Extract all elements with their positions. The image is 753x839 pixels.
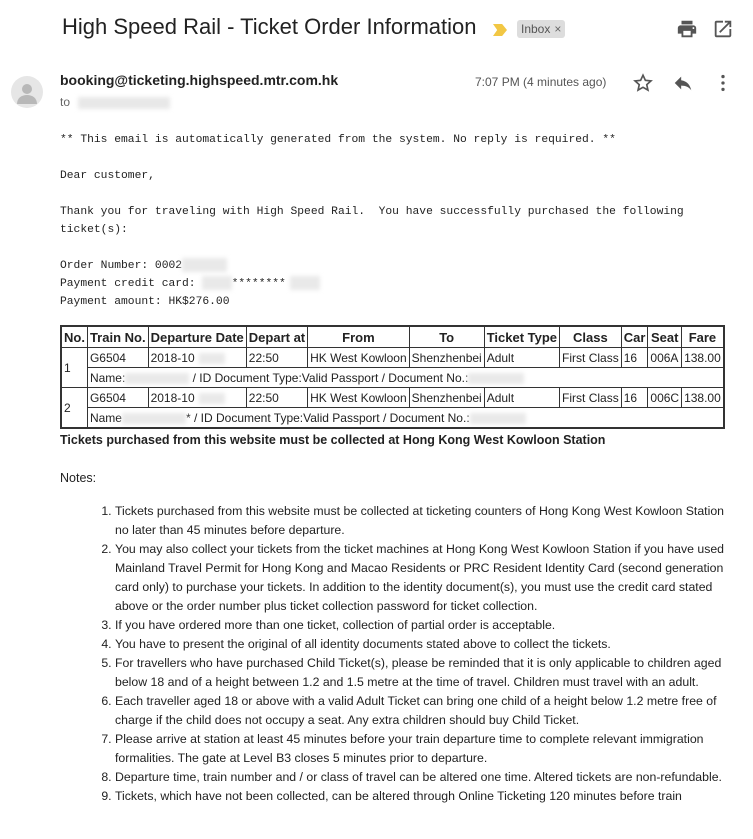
name-redacted (122, 413, 186, 424)
ticket-table-header (61, 326, 724, 348)
payment-card-label: Payment credit card: (60, 278, 196, 290)
recipient-line (60, 95, 170, 109)
row-number: 2 (61, 388, 87, 429)
document-redacted (468, 373, 524, 384)
depart-time: 22:50 (246, 388, 307, 408)
label-chip-text: Inbox (521, 22, 551, 36)
col-header: To (409, 326, 484, 348)
table-row-detail (61, 368, 724, 388)
col-header: Seat (648, 326, 682, 348)
payment-amount: Payment amount: HK$276.00 (60, 296, 230, 308)
print-icon[interactable] (676, 18, 698, 40)
col-header: From (308, 326, 410, 348)
document-text: * / ID Document Type:Valid Passport / Document No.: (185, 410, 470, 425)
train-number: G6504 (87, 388, 148, 408)
notes-heading: Notes: (60, 471, 97, 485)
star-icon[interactable] (632, 72, 654, 94)
reply-icon[interactable] (672, 72, 694, 94)
notes-list (60, 502, 735, 806)
from-station: HK West Kowloon (308, 388, 410, 408)
to-station: Shenzhenbei (409, 348, 484, 368)
important-marker-icon[interactable] (493, 24, 507, 36)
payment-card-mask: ******** (231, 278, 286, 290)
ticket-type: Adult (484, 388, 559, 408)
list-item: 9. Tickets, which have not been collected, can be altered through Online Ticketing 120 minutes before train (115, 787, 735, 806)
list-item: 1. Tickets purchased from this website must be collected at ticketing counters of Hong Kong West Kowloon Station no later than 45 minutes before departure. (115, 502, 735, 540)
ticket-class: First Class (560, 348, 622, 368)
list-item: 8. Departure time, train number and / or class of travel can be altered one time. Altered tickets are non-refundable. (115, 768, 735, 787)
collection-notice: Tickets purchased from this website must be collected at Hong Kong West Kowloon Station (60, 433, 606, 447)
from-station: HK West Kowloon (308, 348, 410, 368)
sender-address[interactable]: booking@ticketing.highspeed.mtr.com.hk (60, 72, 339, 88)
more-vert-icon[interactable] (712, 72, 734, 94)
person-icon (11, 76, 43, 108)
greeting: Dear customer, (60, 170, 155, 182)
auto-notice: ** This email is automatically generated from the system. No reply is required. ** (60, 134, 616, 146)
fare: 138.00 (682, 388, 724, 408)
ticket-table (60, 325, 725, 429)
fare: 138.00 (682, 348, 724, 368)
table-row (61, 388, 724, 408)
table-row-detail (61, 408, 724, 429)
date-redacted (199, 353, 225, 364)
thanks-line-2: ticket(s): (60, 224, 128, 236)
card-redacted-2 (290, 276, 320, 290)
name-redacted (125, 373, 189, 384)
passenger-detail (87, 408, 723, 429)
col-header: Class (560, 326, 622, 348)
to-label: to (60, 95, 71, 109)
order-number-redacted (182, 258, 227, 272)
card-redacted-1 (202, 276, 232, 290)
car-number: 16 (621, 388, 648, 408)
sender-avatar (11, 76, 43, 108)
departure-date (148, 388, 246, 408)
departure-date (148, 348, 246, 368)
list-item: 7. Please arrive at station at least 45 minutes before your train departure time to complete relevant immigration formalities. The gate at Level B3 closes 5 minutes prior to departure. (115, 730, 735, 768)
list-item: 2. You may also collect your tickets from the ticket machines at Hong Kong West Kowloon Station if you have used Mainland Travel Permit for Hong Kong and Macao Residents or PRC Resident Identity Card (second generation card only) to purchase your tickets. In addition to the identity document(s), you must use the credit card stated above or the order number plus ticket collection password for ticket collection. (115, 540, 735, 616)
seat-number: 006A (648, 348, 682, 368)
col-header: Car (621, 326, 648, 348)
name-label: Name: (89, 370, 126, 385)
date-redacted (199, 393, 225, 404)
departure-date-text: 2018-10 (150, 350, 195, 365)
col-header: No. (61, 326, 87, 348)
list-item: 5. For travellers who have purchased Child Ticket(s), please be reminded that it is only applicable to children aged below 18 and of a height between 1.2 and 1.5 metre at the time of travel. Children must travel with an adult. (115, 654, 735, 692)
col-header: Ticket Type (484, 326, 559, 348)
thanks-line-1: Thank you for traveling with High Speed Rail. You have successfully purchased the following (60, 206, 684, 218)
document-text: / ID Document Type:Valid Passport / Document No.: (192, 370, 469, 385)
row-number: 1 (61, 348, 87, 388)
seat-number: 006C (648, 388, 682, 408)
name-label: Name (89, 410, 122, 425)
train-number: G6504 (87, 348, 148, 368)
depart-time: 22:50 (246, 348, 307, 368)
payment-card (60, 275, 320, 293)
message-time: 7:07 PM (4 minutes ago) (475, 75, 607, 89)
passenger-detail (87, 368, 723, 388)
table-row (61, 348, 724, 368)
ticket-type: Adult (484, 348, 559, 368)
document-redacted (470, 413, 526, 424)
departure-date-text: 2018-10 (150, 390, 195, 405)
order-number-label: Order Number: 0002 (60, 260, 183, 272)
to-station: Shenzhenbei (409, 388, 484, 408)
remove-label-icon[interactable]: × (554, 22, 562, 36)
order-number (60, 257, 227, 275)
ticket-class: First Class (560, 388, 622, 408)
list-item: 6. Each traveller aged 18 or above with a valid Adult Ticket can bring one child of a height below 1.2 metre free of charge if the child does not occupy a seat. Any extra children should buy Child Ticket. (115, 692, 735, 730)
col-header: Depart at (246, 326, 307, 348)
inbox-label-chip[interactable] (517, 20, 565, 38)
list-item: 4. You have to present the original of all identity documents stated above to collect the tickets. (115, 635, 735, 654)
col-header: Departure Date (148, 326, 246, 348)
email-subject: High Speed Rail - Ticket Order Information (62, 14, 477, 39)
open-new-window-icon[interactable] (712, 18, 734, 40)
recipient-redacted (78, 97, 170, 109)
car-number: 16 (621, 348, 648, 368)
col-header: Train No. (87, 326, 148, 348)
col-header: Fare (682, 326, 724, 348)
list-item: 3. If you have ordered more than one ticket, collection of partial order is acceptable. (115, 616, 735, 635)
